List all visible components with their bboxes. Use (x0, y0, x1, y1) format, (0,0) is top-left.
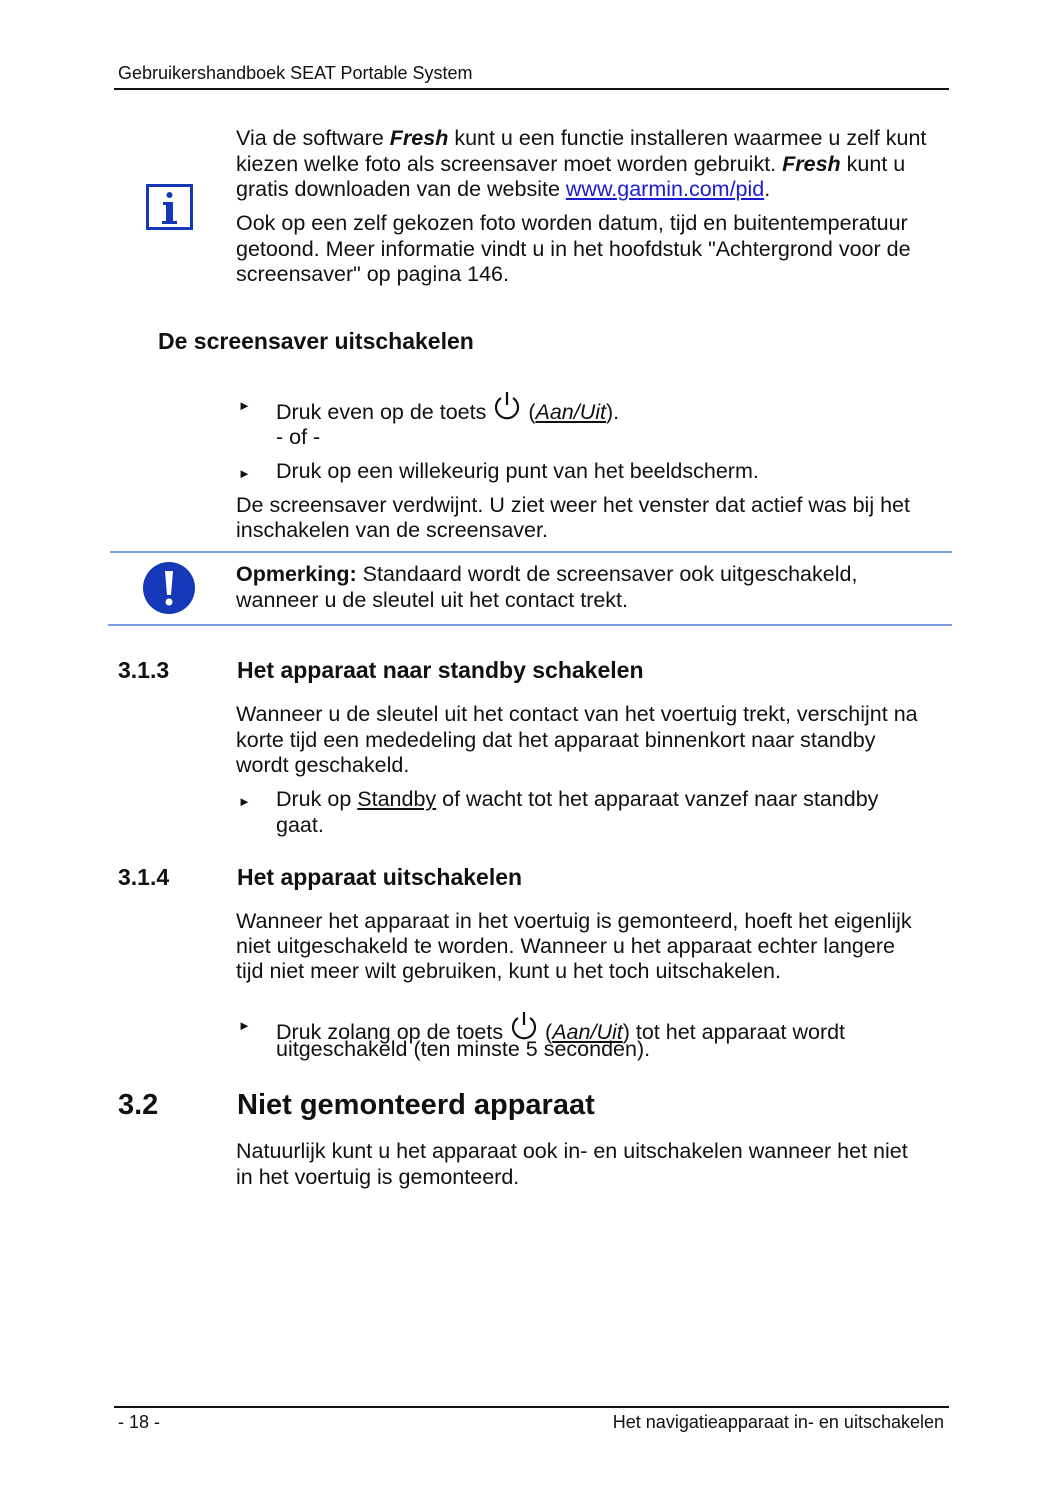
note-top-rule (110, 551, 952, 553)
step-standby (276, 787, 878, 813)
software-name: Fresh (782, 151, 841, 176)
result-line-1: De screensaver verdwijnt. U ziet weer het venster dat actief was bij het (236, 493, 910, 517)
note-line-1 (236, 562, 857, 588)
text: ( (528, 400, 536, 424)
exclamation-icon (142, 561, 196, 615)
note-line-2: wanneer u de sleutel uit het contact trekt. (236, 588, 629, 612)
step-2: Druk op een willekeurig punt van het beeldscherm. (276, 459, 759, 483)
para: korte tijd een mededeling dat het apparaat binnenkort naar standby (236, 728, 876, 752)
section-title-standby: Het apparaat naar standby schakelen (237, 657, 644, 683)
section-number: 3.1.4 (118, 864, 170, 890)
running-header: Gebruikershandboek SEAT Portable System (118, 63, 473, 83)
bullet-arrow-icon: ► (238, 1018, 251, 1033)
para: Wanneer u de sleutel uit het contact van het voertuig trekt, verschijnt na (236, 702, 918, 726)
text: of wacht tot het apparaat vanzef naar standby (436, 787, 879, 811)
header-rule (114, 88, 949, 90)
info-icon (146, 184, 194, 231)
section-title-off: Het apparaat uitschakelen (237, 864, 523, 890)
bullet-arrow-icon: ► (238, 398, 251, 413)
step-standby-cont: gaat. (276, 813, 324, 837)
section-number: 3.1.3 (118, 657, 170, 683)
text: Druk even op de toets (276, 400, 493, 424)
bullet-arrow-icon: ► (238, 794, 251, 809)
text: Druk zolang op de toets (276, 1020, 510, 1044)
note-bottom-rule (108, 624, 952, 626)
text: ) tot het apparaat wordt (622, 1020, 846, 1044)
text: kunt u een functie installeren waarmee u zelf kunt kiezen welke foto als screensaver moet worden gebruikt. (236, 126, 927, 176)
para: tijd niet meer wilt gebruiken, kunt u het toch uitschakelen. (236, 959, 781, 983)
step-off-cont: uitgeschakeld (ten minste 5 seconden). (276, 1037, 651, 1061)
footer-chapter: Het navigatieapparaat in- en uitschakelen (612, 1412, 944, 1432)
text: ( (545, 1020, 553, 1044)
para: Wanneer het apparaat in het voertuig is gemonteerd, hoeft het eigenlijk (236, 909, 912, 933)
text: kunt u gratis downloaden van de website (236, 151, 906, 202)
power-icon (492, 391, 522, 421)
bullet-arrow-icon: ► (238, 466, 251, 481)
para: wordt geschakeld. (236, 753, 410, 777)
subheading-screensaver: De screensaver uitschakelen (158, 328, 474, 354)
aan-uit-link[interactable]: Aan/Uit (552, 1020, 623, 1044)
para: in het voertuig is gemonteerd. (236, 1165, 520, 1189)
footer-rule (114, 1406, 949, 1408)
chapter-title: Niet gemonteerd apparaat (237, 1089, 595, 1121)
text: ). (606, 400, 620, 424)
software-name: Fresh (389, 126, 449, 150)
page-number: - 18 - (118, 1412, 161, 1432)
text: Standaard wordt de screensaver ook uitgeschakeld, (356, 562, 858, 586)
or-separator: - of - (276, 425, 321, 449)
para: Natuurlijk kunt u het apparaat ook in- en uitschakelen wanneer het niet (236, 1139, 908, 1163)
para: niet uitgeschakeld te worden. Wanneer u het apparaat echter langere (236, 934, 895, 958)
text: Via de software (236, 126, 390, 150)
note-label: Opmerking: (236, 562, 357, 586)
text: Druk op (276, 787, 358, 811)
result-line-2: inschakelen van de screensaver. (236, 518, 548, 542)
standby-link[interactable]: Standby (357, 787, 437, 811)
chapter-number: 3.2 (118, 1089, 159, 1121)
text: . (764, 177, 771, 202)
garmin-link[interactable]: www.garmin.com/pid (565, 177, 765, 202)
info-paragraph-2: Ook op een zelf gekozen foto worden datum, tijd en buitentemperatuur getoond. Meer informatie vindt u in het hoofdstuk "Achtergrond voor de screensaver" op pagina 146. (236, 211, 911, 287)
info-paragraph-1 (236, 126, 936, 203)
step-1 (276, 391, 619, 426)
aan-uit-link[interactable]: Aan/Uit (535, 400, 606, 424)
